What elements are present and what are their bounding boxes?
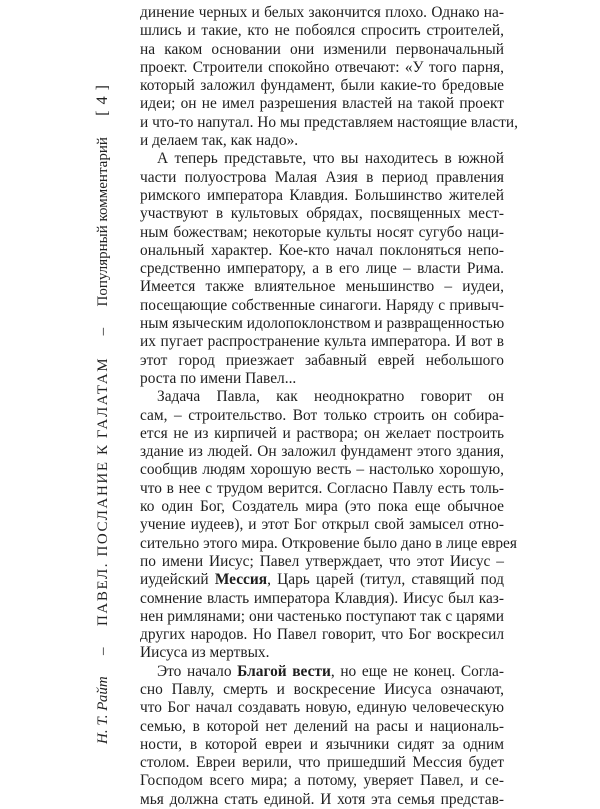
running-header	[91, 84, 115, 744]
running-header-book-title: ПАВЕЛ. ПОСЛАНИЕ К ГАЛАТАМ	[94, 356, 111, 627]
emphasis-good-news: Благой вести	[237, 662, 331, 680]
paragraph	[140, 150, 504, 388]
text-line: учение иудеев), и этот Бог открыл свой замысел отно-	[140, 516, 504, 534]
text-line: этот город приезжает забавный еврей небольшого	[140, 351, 504, 369]
paragraph	[140, 388, 517, 662]
text-line: Господом всего мира; а потому, уверяет Павел, и се-	[140, 772, 504, 790]
text-line: на каком основании они изменили первоначальный	[140, 40, 504, 58]
text-line: ется не из кирпичей и раствора; он желает построить	[140, 424, 504, 442]
text-line: Иисуса из мертвых.	[140, 644, 270, 662]
running-header-dash: –	[94, 327, 111, 336]
text-line: и что-то напутал. Но мы представляем настоящие власти,	[140, 113, 518, 131]
text-line: сительно этого мира. Откровение было дано в лице еврея	[140, 534, 517, 552]
text-fragment: Это начало	[157, 662, 238, 680]
text-line: сомнение власть императора Клавдия). Иисус был каз-	[140, 589, 504, 607]
text-line: нен римлянами; они частенько поступают так с царями	[140, 607, 504, 625]
text-line: идеи; он не имел разрешения властей на такой проект	[140, 95, 504, 113]
text-line: сообщив людям хорошую весть – настолько хорошую,	[140, 461, 504, 479]
text-line: роста по имени Павел...	[140, 369, 297, 387]
text-line: А теперь представьте, что вы находитесь в южной	[157, 150, 504, 168]
text-line: мья должна стать единой. И хотя эта семья представ-	[140, 790, 504, 808]
text-line: что в нее с трудом верится. Согласно Павлу есть толь-	[140, 479, 504, 497]
text-line: столом. Евреи верили, что пришедший Мессия будет	[140, 754, 504, 772]
text-line: сам, – строительство. Вот только строить он собира-	[140, 406, 504, 424]
text-fragment: , Царь царей (титул, ставящий под	[267, 571, 504, 589]
text-line: сно Павлу, смерть и воскресение Иисуса означают,	[140, 680, 504, 698]
text-line: Имеется также влиятельное меньшинство – иудеи,	[140, 278, 504, 296]
text-line	[140, 663, 504, 681]
text-line: проект. Строители спокойно отвечают: «У того парня,	[140, 58, 504, 76]
text-line: ональный характер. Кое-кто начал поклоняться непо-	[140, 241, 504, 259]
text-line: их пугает распространение культа императора. И вот в	[140, 333, 504, 351]
text-line	[140, 571, 504, 589]
running-header-dash: –	[94, 647, 111, 655]
running-header-author: Н. Т. Райт	[94, 676, 111, 744]
text-line: ко один Бог, Создатель мира (это пока еще обычное	[140, 498, 504, 516]
text-line: других народов. Но Павел говорит, что Бог воскресил	[140, 626, 504, 644]
text-line: динение черных и белых закончится плохо. Однако на-	[140, 4, 504, 21]
running-header-subtitle: Популярный комментарий	[94, 137, 111, 307]
text-line: Задача Павла, как неоднократно говорит он	[157, 388, 504, 406]
text-line: здание из людей. Он заложил фундамент этого здания,	[140, 443, 504, 461]
page-number: [ 4 ]	[94, 84, 111, 116]
text-line: средственно императору, а в его лице – власти Рима.	[140, 260, 504, 278]
text-line: ности, в которой евреи и язычники сидят за одним	[140, 735, 504, 753]
text-fragment: иудейский	[140, 571, 215, 589]
text-line: по имени Иисус; Павел утверждает, что этот Иисус –	[140, 552, 504, 570]
text-line: семью, в которой нет делений на расы и националь-	[140, 717, 504, 735]
text-line: ным языческим идолопоклонством и развращенностью	[140, 315, 505, 333]
text-line: который заложил фундамент, были какие-то бредовые	[140, 77, 504, 95]
body-text	[140, 4, 518, 809]
text-line: участвуют в культовых обрядах, посвященных мест-	[140, 205, 504, 223]
text-line: ным божествам; некоторые культы носят сугубо наци-	[140, 223, 504, 241]
emphasis-messiah: Мессия	[214, 571, 268, 589]
text-line: посещающие собственные синагоги. Наряду с привыч-	[140, 296, 504, 314]
text-line: что Бог начал создавать новую, единую человеческую	[140, 699, 504, 717]
text-line: части полуострова Малая Азия в период правления	[140, 168, 504, 186]
text-line: римского императора Клавдия. Большинство жителей	[140, 186, 504, 204]
text-fragment: , но еще не конец. Согла-	[330, 662, 504, 680]
paragraph	[140, 4, 518, 150]
text-line: и делаем так, как надо».	[140, 132, 299, 150]
paragraph	[140, 663, 504, 809]
text-line: шлись и такие, кто не побоялся спросить строителей,	[140, 22, 504, 40]
